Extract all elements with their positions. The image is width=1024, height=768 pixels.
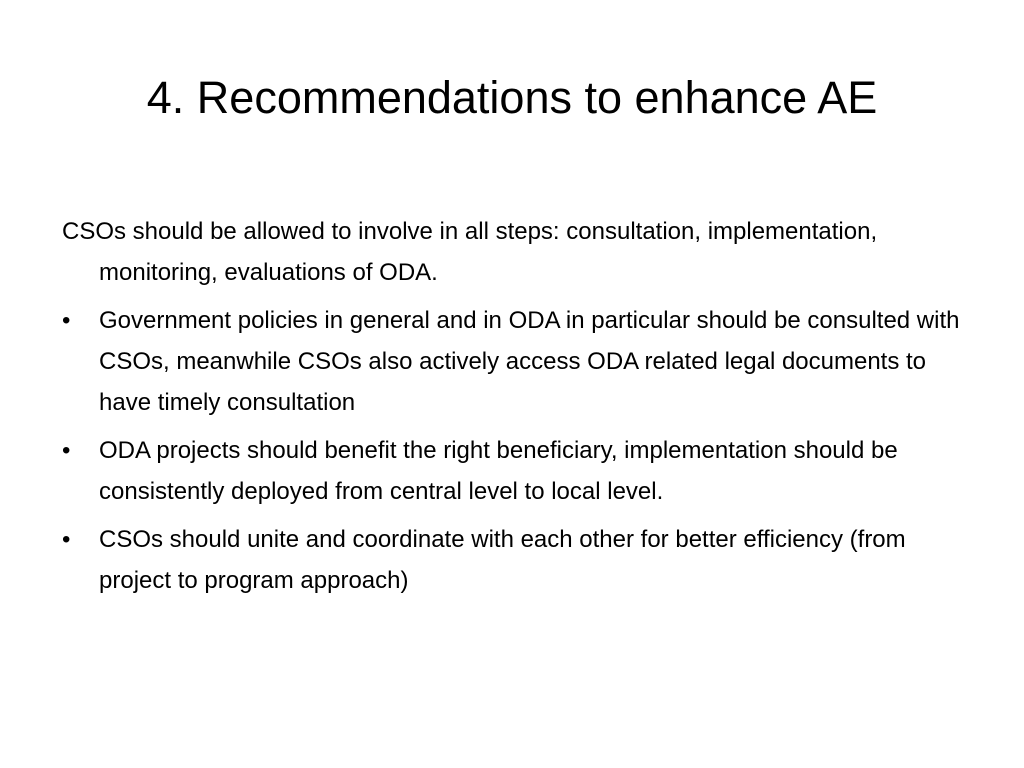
intro-paragraph: CSOs should be allowed to involve in all steps: consultation, implementation, monitoring, evaluations of ODA. [62,218,878,286]
bullet-item [62,300,962,423]
bullet-marker: • [62,526,71,553]
slide-title: 4. Recommendations to enhance AE [146,72,878,123]
bullet-text: ODA projects should benefit the right beneficiary, implementation should be consistently deployed from central level to local level. [99,437,898,505]
slide-body [62,211,962,608]
bullet-marker: • [62,437,71,464]
bullet-item [62,430,962,512]
bullet-marker: • [62,307,71,334]
bullet-item [62,519,962,601]
bullet-text: CSOs should unite and coordinate with each other for better efficiency (from project to program approach) [99,526,906,594]
bullet-text: Government policies in general and in ODA in particular should be consulted with CSOs, meanwhile CSOs also actively access ODA related legal documents to have timely consultation [99,307,960,416]
